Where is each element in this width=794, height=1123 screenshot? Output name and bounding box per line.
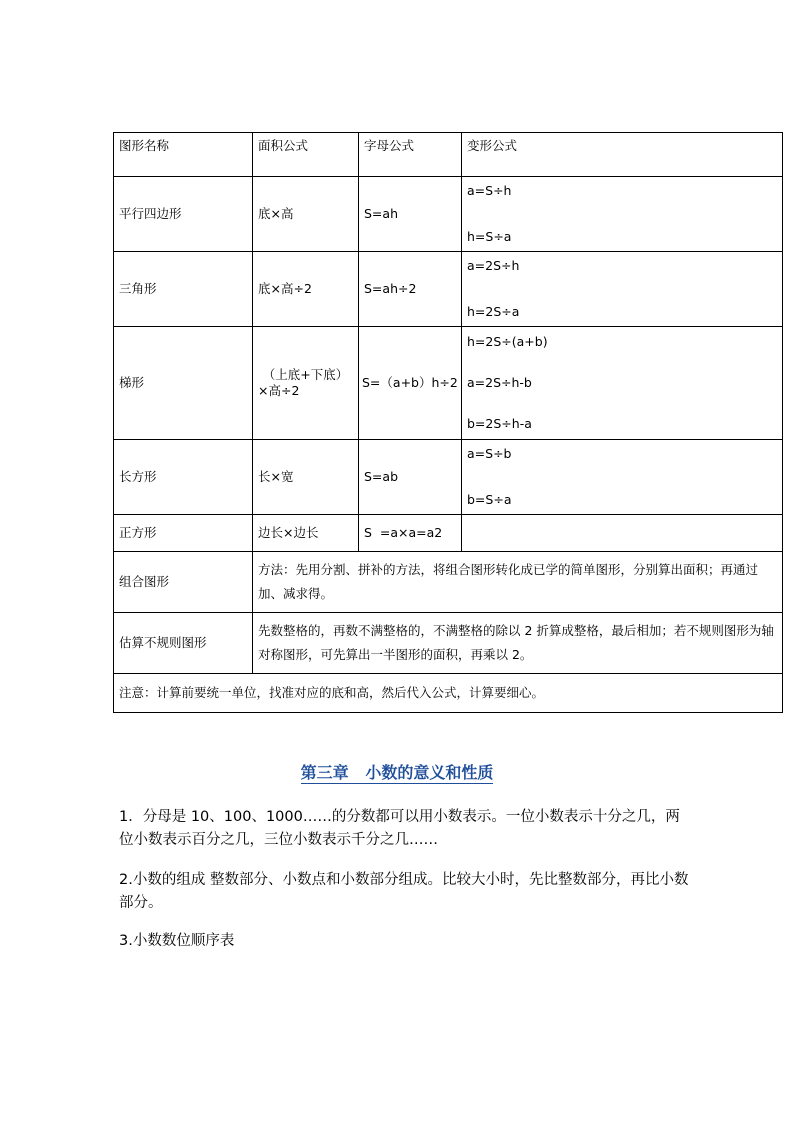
variant-formula: a=S÷b [467, 446, 512, 461]
variant-formula: a=2S÷h [467, 258, 520, 273]
area-formula-line: ×高÷2 [258, 383, 300, 398]
variant-formulas [462, 515, 783, 552]
variant-formula: b=S÷a [467, 492, 512, 508]
variant-formula: a=S÷h [467, 183, 512, 198]
area-formula-line: （上底+下底） [262, 367, 349, 383]
area-formula: 底×高÷2 [253, 252, 359, 327]
shape-name: 长方形 [114, 440, 253, 515]
shape-name: 组合图形 [114, 552, 253, 613]
header-area-formula: 面积公式 [253, 133, 359, 177]
variant-formulas [462, 327, 783, 440]
table-row-composite [114, 552, 783, 613]
shape-name: 平行四边形 [114, 177, 253, 252]
area-formula: 长×宽 [253, 440, 359, 515]
variant-formula: a=2S÷h-b [467, 375, 532, 391]
shape-name: 梯形 [114, 327, 253, 440]
variant-formula: h=2S÷a [467, 304, 520, 320]
note-text: 注意：计算前要统一单位，找准对应的底和高，然后代入公式，计算要细心。 [114, 674, 783, 713]
letter-formula: S =a×a=a2 [359, 515, 462, 552]
variant-formulas [462, 252, 783, 327]
table-row-rectangle [114, 440, 783, 515]
table-row-irregular [114, 613, 783, 674]
variant-formulas [462, 440, 783, 515]
area-formula: 底×高 [253, 177, 359, 252]
paragraph-decimal-fractions: 1．分母是 10、100、1000……的分数都可以用小数表示。一位小数表示十分之几，两位小数表示百分之几，三位小数表示千分之几…… [119, 809, 680, 848]
paragraph-decimal-composition: 2.小数的组成 整数部分、小数点和小数部分组成。比较大小时，先比整数部分，再比小数部分。 [119, 872, 689, 911]
letter-formula: S=（a+b）h÷2 [359, 327, 462, 440]
variant-formula: h=2S÷(a+b) [467, 334, 548, 349]
header-shape-name: 图形名称 [114, 133, 253, 177]
variant-formula: b=2S÷h-a [467, 416, 532, 432]
letter-formula: S=ah [359, 177, 462, 252]
letter-formula: S=ab [359, 440, 462, 515]
table-header-row [114, 133, 783, 177]
paragraph-place-value-table: 3.小数数位顺序表 [119, 933, 235, 949]
header-letter-formula: 字母公式 [359, 133, 462, 177]
shape-name: 估算不规则图形 [114, 613, 253, 674]
shape-name: 三角形 [114, 252, 253, 327]
chapter-title-text: 第三章 小数的意义和性质 [300, 763, 494, 782]
area-formula-table [113, 132, 783, 713]
area-formula: 边长×边长 [253, 515, 359, 552]
table-row-triangle [114, 252, 783, 327]
table-row-square [114, 515, 783, 552]
letter-formula: S=ah÷2 [359, 252, 462, 327]
variant-formula: h=S÷a [467, 229, 512, 245]
table-row-trapezoid [114, 327, 783, 440]
method-description: 先数整格的，再数不满整格的，不满整格的除以 2 折算成整格，最后相加；若不规则图形为轴对称图形，可先算出一半图形的面积，再乘以 2。 [253, 613, 783, 674]
method-description: 方法：先用分割、拼补的方法，将组合图形转化成已学的简单图形，分别算出面积；再通过加、减求得。 [253, 552, 783, 613]
area-formula [253, 327, 359, 440]
chapter-title [0, 760, 794, 783]
variant-formulas [462, 177, 783, 252]
shape-name: 正方形 [114, 515, 253, 552]
table-row-parallelogram [114, 177, 783, 252]
header-variant-formula: 变形公式 [462, 133, 783, 177]
table-note-row [114, 674, 783, 713]
